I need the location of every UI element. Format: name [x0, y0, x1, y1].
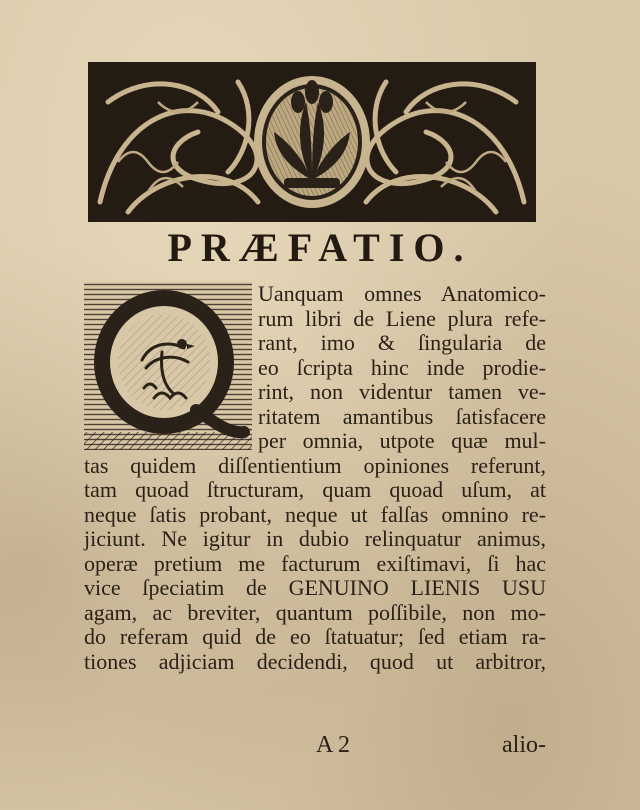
text-line-15: do referam quid de eo ſtatuatur; ſed etiam ra-: [84, 624, 546, 649]
text-line-4: eo ſcripta hinc inde prodie-: [258, 354, 546, 380]
text-line-8: tas quidem diſſentientium opiniones referunt,: [84, 452, 546, 478]
text-line-3: rant, imo & ſingularia de: [258, 330, 546, 355]
text-line-2: rum libri de Liene plura refe-: [258, 305, 546, 331]
text-line-5: rint, non videntur tamen ve-: [258, 379, 546, 404]
text-line-14: agam, ac breviter, quantum poſſibile, non mo-: [84, 599, 546, 625]
woodcut-headpiece-ornament: [88, 62, 536, 222]
text-line-12: operæ pretium me facturum exiſtimavi, ſi hac: [84, 550, 546, 576]
text-line-13: vice ſpeciatim de GENUINO LIENIS USU: [84, 575, 546, 600]
page-title: PRÆFATIO.: [167, 225, 473, 270]
text-line-10: neque ſatis probant, neque ut falſas omnino re-: [84, 501, 546, 527]
text-line-7: per omnia, utpote quæ mul-: [258, 428, 546, 453]
signature-mark: A 2: [316, 732, 351, 758]
text-line-6: ritatem amantibus ſatisfacere: [258, 403, 546, 429]
text-line-16: tiones adjiciam decidendi, quod ut arbitror,: [84, 648, 546, 674]
text-line-9: tam quoad ſtructuram, quam quoad uſum, at: [84, 477, 546, 502]
catchword: alio-: [502, 732, 546, 758]
decorated-initial-q: [84, 282, 252, 450]
text-line-1: Uanquam omnes Anatomico-: [258, 281, 546, 306]
text-line-11: jiciunt. Ne igitur in dubio relinquatur animus,: [84, 526, 546, 551]
